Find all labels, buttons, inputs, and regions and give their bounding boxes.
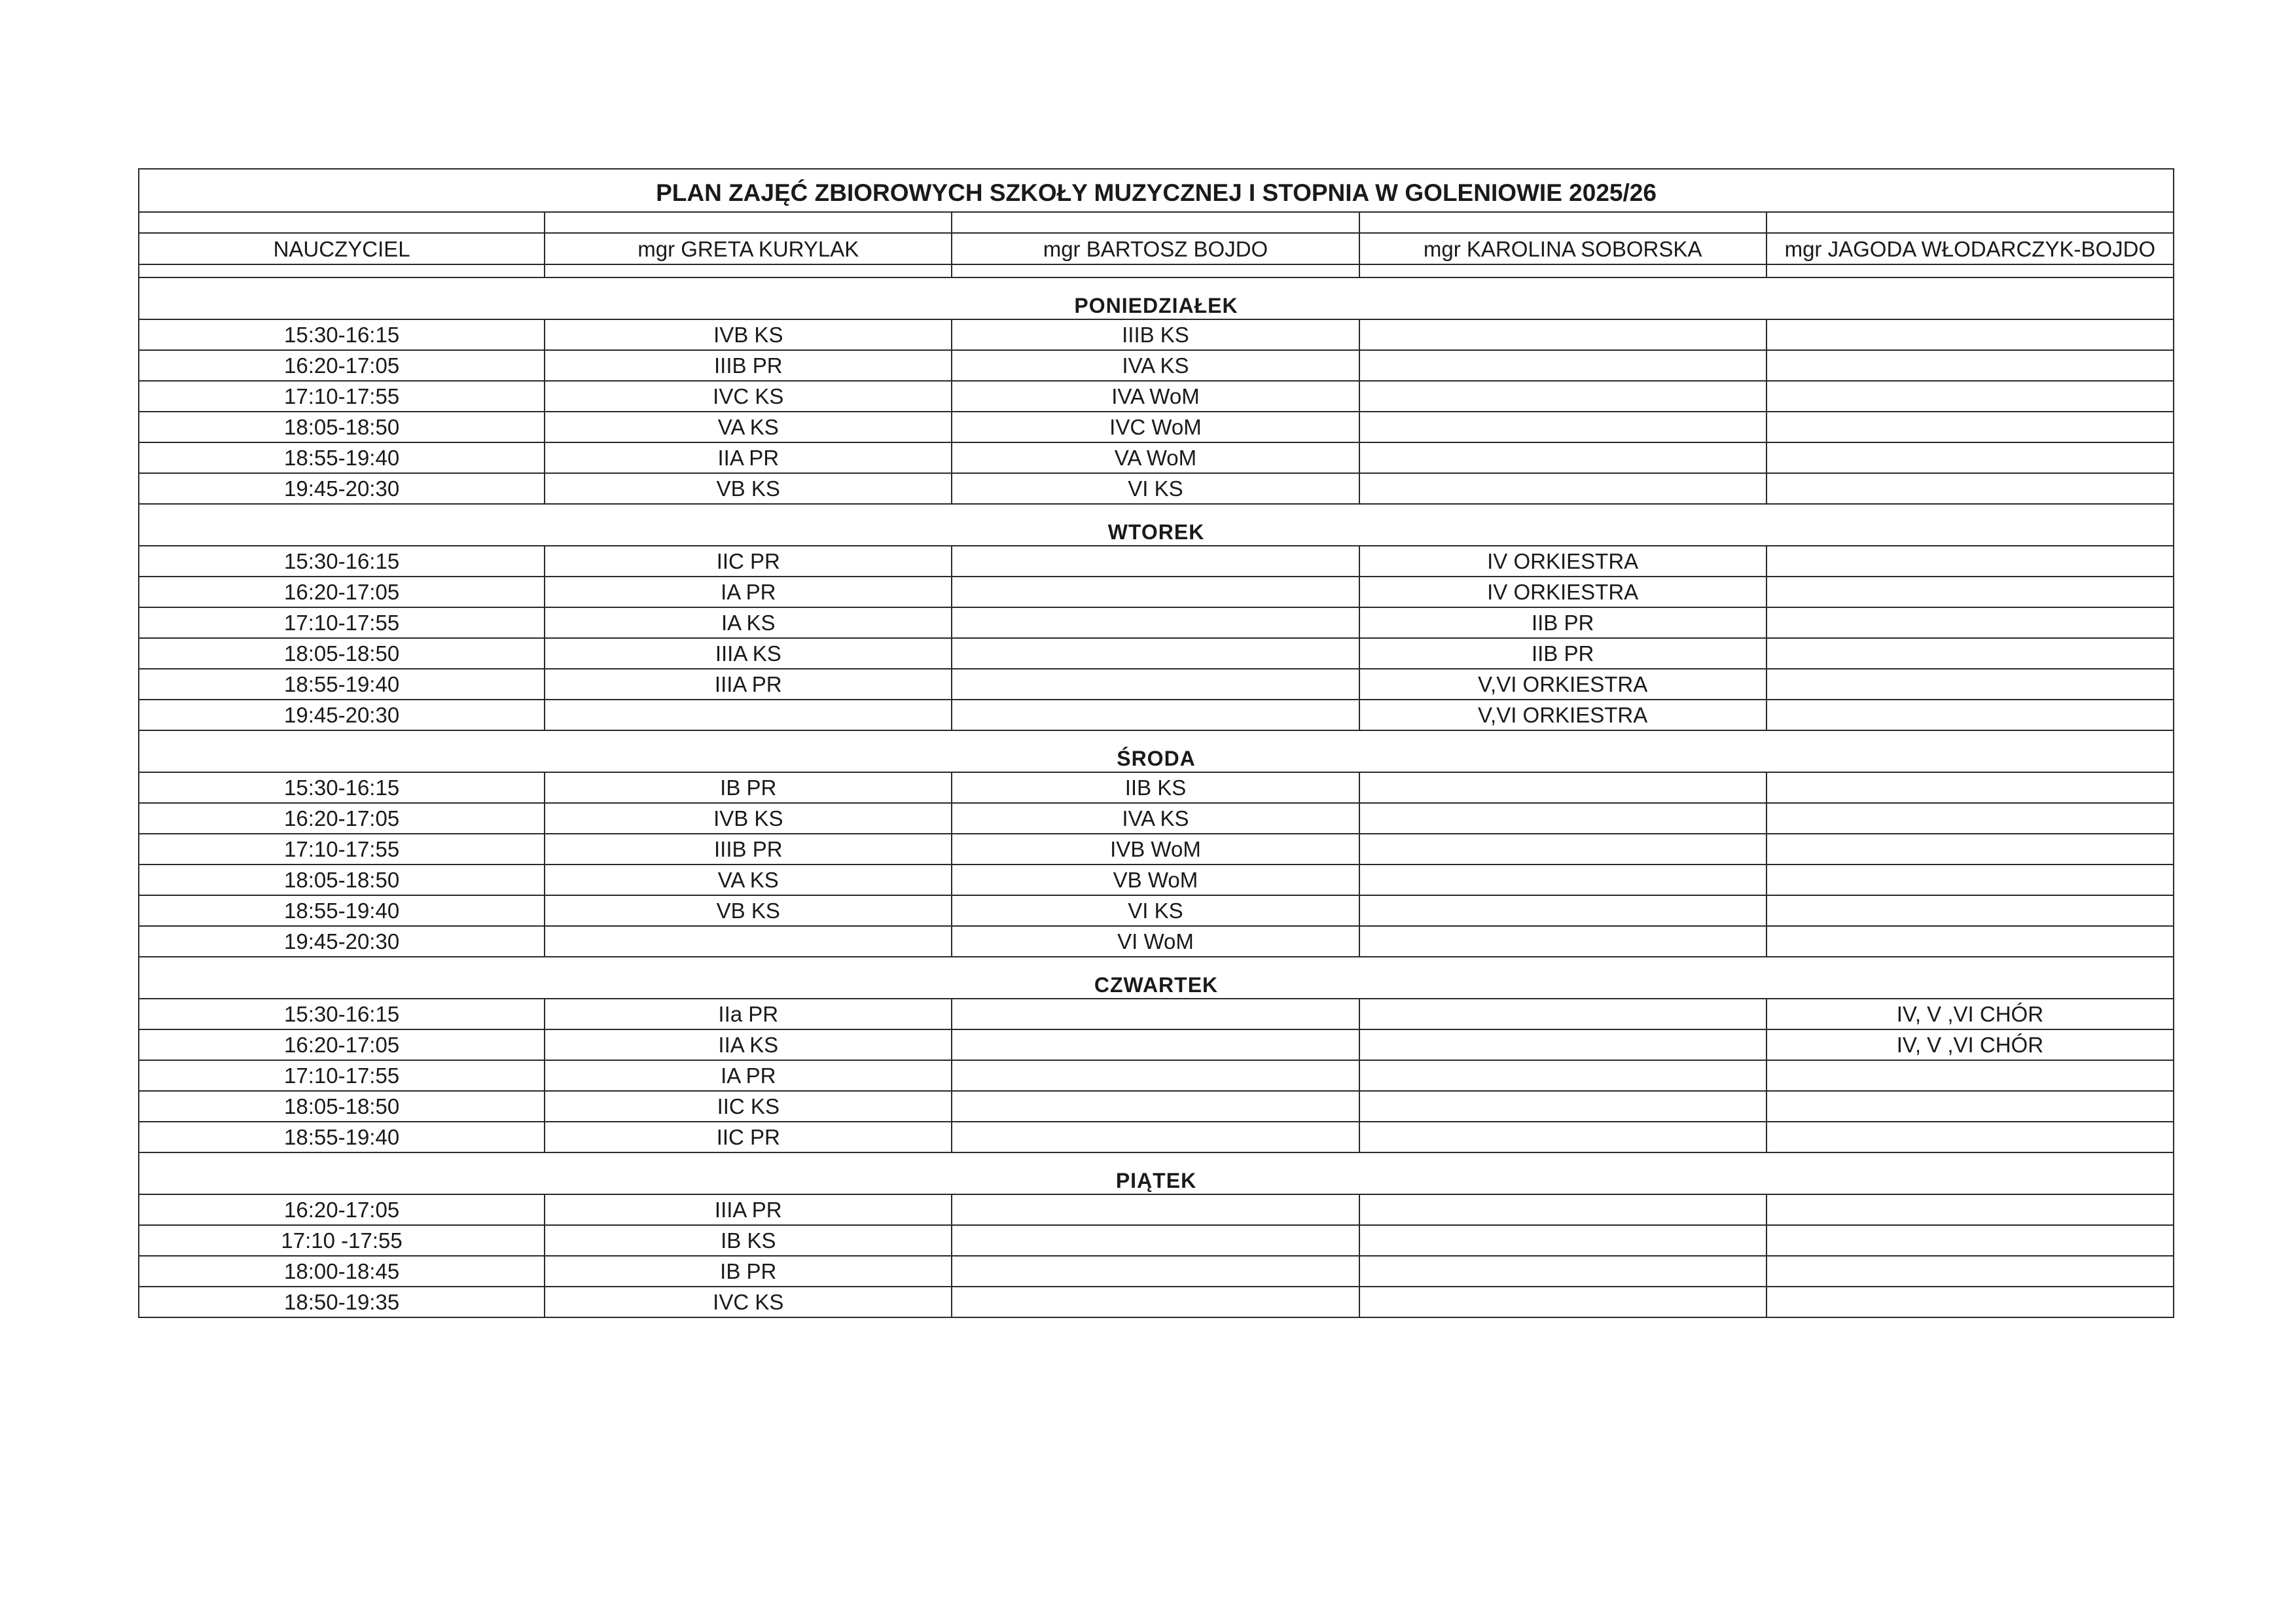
class-cell	[1767, 638, 2174, 669]
time-slot-row	[139, 1225, 2174, 1256]
class-cell: IIa PR	[545, 999, 952, 1029]
class-cell: IVB WoM	[952, 834, 1359, 865]
empty-cell	[952, 264, 1359, 277]
time-slot: 18:05-18:50	[139, 412, 545, 442]
empty-cell	[952, 212, 1359, 233]
class-cell	[1767, 1225, 2174, 1256]
class-cell	[952, 669, 1359, 700]
class-cell	[1359, 473, 1767, 504]
title-row	[139, 169, 2174, 212]
class-cell: IIA PR	[545, 442, 952, 473]
time-slot: 19:45-20:30	[139, 700, 545, 730]
time-slot-row	[139, 319, 2174, 350]
class-cell	[1767, 577, 2174, 607]
day-name: CZWARTEK	[139, 957, 2174, 999]
class-cell: VA WoM	[952, 442, 1359, 473]
spacer-row	[139, 264, 2174, 277]
day-name: ŚRODA	[139, 730, 2174, 772]
class-cell: IIIB PR	[545, 350, 952, 381]
class-cell	[1359, 803, 1767, 834]
time-slot: 17:10-17:55	[139, 381, 545, 412]
time-slot: 15:30-16:15	[139, 319, 545, 350]
class-cell	[1767, 412, 2174, 442]
class-cell: IV ORKIESTRA	[1359, 577, 1767, 607]
class-cell	[952, 1060, 1359, 1091]
time-slot-row	[139, 607, 2174, 638]
class-cell	[1767, 473, 2174, 504]
time-slot-row	[139, 895, 2174, 926]
class-cell	[1767, 1091, 2174, 1122]
class-cell	[545, 700, 952, 730]
time-slot-row	[139, 442, 2174, 473]
page-title: PLAN ZAJĘĆ ZBIOROWYCH SZKOŁY MUZYCZNEJ I STOPNIA W GOLENIOWIE 2025/26	[139, 169, 2174, 212]
class-cell: IIB PR	[1359, 638, 1767, 669]
class-cell: IVB KS	[545, 803, 952, 834]
class-cell: IVB KS	[545, 319, 952, 350]
class-cell: IB PR	[545, 1256, 952, 1287]
schedule-table	[138, 168, 2174, 1318]
class-cell	[1767, 350, 2174, 381]
day-name: PIĄTEK	[139, 1152, 2174, 1194]
class-cell	[545, 926, 952, 957]
class-cell	[1767, 1256, 2174, 1287]
class-cell: IVA KS	[952, 803, 1359, 834]
class-cell	[1767, 546, 2174, 577]
class-cell: IA PR	[545, 1060, 952, 1091]
class-cell: IIC KS	[545, 1091, 952, 1122]
time-slot-row	[139, 381, 2174, 412]
time-slot-row	[139, 999, 2174, 1029]
class-cell	[952, 999, 1359, 1029]
class-cell: IV ORKIESTRA	[1359, 546, 1767, 577]
teacher-name: mgr KAROLINA SOBORSKA	[1359, 233, 1767, 264]
class-cell	[952, 638, 1359, 669]
class-cell	[952, 1287, 1359, 1317]
class-cell: IIIA KS	[545, 638, 952, 669]
class-cell	[1359, 1029, 1767, 1060]
time-slot: 18:55-19:40	[139, 669, 545, 700]
time-slot-row	[139, 1287, 2174, 1317]
class-cell	[1359, 1122, 1767, 1152]
time-slot: 16:20-17:05	[139, 350, 545, 381]
class-cell	[1767, 865, 2174, 895]
class-cell	[1359, 834, 1767, 865]
time-slot: 15:30-16:15	[139, 772, 545, 803]
class-cell: IIIB PR	[545, 834, 952, 865]
time-slot: 16:20-17:05	[139, 577, 545, 607]
class-cell	[1359, 319, 1767, 350]
class-cell: IVA KS	[952, 350, 1359, 381]
class-cell: IIIB KS	[952, 319, 1359, 350]
time-slot-row	[139, 1194, 2174, 1225]
class-cell: VB WoM	[952, 865, 1359, 895]
empty-cell	[139, 264, 545, 277]
class-cell: IIC PR	[545, 546, 952, 577]
class-cell	[1359, 926, 1767, 957]
class-cell: IVC KS	[545, 381, 952, 412]
class-cell	[1767, 669, 2174, 700]
class-cell	[1767, 1287, 2174, 1317]
class-cell: VA KS	[545, 865, 952, 895]
class-cell: VI KS	[952, 895, 1359, 926]
time-slot-row	[139, 1029, 2174, 1060]
time-slot-row	[139, 834, 2174, 865]
class-cell	[1359, 865, 1767, 895]
class-cell: IVA WoM	[952, 381, 1359, 412]
time-slot-row	[139, 803, 2174, 834]
spacer-row	[139, 212, 2174, 233]
class-cell: IIIA PR	[545, 669, 952, 700]
class-cell: IIA KS	[545, 1029, 952, 1060]
empty-cell	[1359, 264, 1767, 277]
class-cell	[1359, 412, 1767, 442]
day-header-row	[139, 730, 2174, 772]
class-cell: IV, V ,VI CHÓR	[1767, 1029, 2174, 1060]
time-slot: 17:10-17:55	[139, 607, 545, 638]
time-slot-row	[139, 473, 2174, 504]
class-cell	[1359, 1225, 1767, 1256]
class-cell	[1767, 607, 2174, 638]
class-cell: VI WoM	[952, 926, 1359, 957]
time-slot: 18:05-18:50	[139, 638, 545, 669]
time-slot: 18:55-19:40	[139, 895, 545, 926]
empty-cell	[545, 264, 952, 277]
class-cell	[1767, 772, 2174, 803]
empty-cell	[1767, 212, 2174, 233]
time-slot: 16:20-17:05	[139, 1029, 545, 1060]
class-cell	[1359, 1091, 1767, 1122]
time-slot-row	[139, 638, 2174, 669]
day-name: WTOREK	[139, 504, 2174, 546]
time-slot: 18:55-19:40	[139, 1122, 545, 1152]
time-slot-row	[139, 772, 2174, 803]
class-cell	[1767, 319, 2174, 350]
time-slot: 18:05-18:50	[139, 865, 545, 895]
class-cell: IB PR	[545, 772, 952, 803]
class-cell	[1767, 1122, 2174, 1152]
class-cell	[952, 607, 1359, 638]
time-slot-row	[139, 1256, 2174, 1287]
class-cell	[952, 1225, 1359, 1256]
time-slot: 19:45-20:30	[139, 926, 545, 957]
empty-cell	[1767, 264, 2174, 277]
class-cell	[1767, 926, 2174, 957]
time-slot-row	[139, 926, 2174, 957]
class-cell: IVC WoM	[952, 412, 1359, 442]
class-cell: VB KS	[545, 895, 952, 926]
time-slot: 18:50-19:35	[139, 1287, 545, 1317]
class-cell: IIC PR	[545, 1122, 952, 1152]
class-cell: IIIA PR	[545, 1194, 952, 1225]
time-slot-row	[139, 546, 2174, 577]
class-cell	[952, 1122, 1359, 1152]
time-slot-row	[139, 577, 2174, 607]
time-slot-row	[139, 865, 2174, 895]
class-cell: IVC KS	[545, 1287, 952, 1317]
day-name: PONIEDZIAŁEK	[139, 277, 2174, 319]
day-header-row	[139, 1152, 2174, 1194]
class-cell	[1767, 895, 2174, 926]
class-cell	[952, 1256, 1359, 1287]
class-cell: V,VI ORKIESTRA	[1359, 669, 1767, 700]
class-cell	[952, 577, 1359, 607]
class-cell	[1767, 700, 2174, 730]
class-cell	[1359, 1287, 1767, 1317]
day-header-row	[139, 504, 2174, 546]
class-cell	[1359, 350, 1767, 381]
day-header-row	[139, 277, 2174, 319]
class-cell	[1767, 442, 2174, 473]
time-slot-row	[139, 1122, 2174, 1152]
class-cell	[1767, 381, 2174, 412]
time-slot: 16:20-17:05	[139, 1194, 545, 1225]
time-slot-row	[139, 669, 2174, 700]
class-cell: VI KS	[952, 473, 1359, 504]
time-slot-row	[139, 412, 2174, 442]
class-cell	[1359, 442, 1767, 473]
class-cell: VA KS	[545, 412, 952, 442]
time-slot: 16:20-17:05	[139, 803, 545, 834]
time-slot: 18:00-18:45	[139, 1256, 545, 1287]
class-cell	[1359, 1060, 1767, 1091]
teacher-header-label: NAUCZYCIEL	[139, 233, 545, 264]
class-cell	[1359, 772, 1767, 803]
class-cell	[1359, 999, 1767, 1029]
teacher-name: mgr JAGODA WŁODARCZYK-BOJDO	[1767, 233, 2174, 264]
class-cell	[1767, 803, 2174, 834]
time-slot: 15:30-16:15	[139, 999, 545, 1029]
class-cell	[1359, 895, 1767, 926]
class-cell: V,VI ORKIESTRA	[1359, 700, 1767, 730]
class-cell	[952, 1029, 1359, 1060]
class-cell	[952, 1091, 1359, 1122]
time-slot-row	[139, 700, 2174, 730]
class-cell: IV, V ,VI CHÓR	[1767, 999, 2174, 1029]
teacher-name: mgr BARTOSZ BOJDO	[952, 233, 1359, 264]
empty-cell	[139, 212, 545, 233]
time-slot-row	[139, 1091, 2174, 1122]
class-cell: IIB KS	[952, 772, 1359, 803]
time-slot: 17:10-17:55	[139, 1060, 545, 1091]
class-cell	[1359, 1256, 1767, 1287]
time-slot: 19:45-20:30	[139, 473, 545, 504]
time-slot: 17:10-17:55	[139, 834, 545, 865]
class-cell: IB KS	[545, 1225, 952, 1256]
class-cell	[1767, 1194, 2174, 1225]
time-slot: 17:10 -17:55	[139, 1225, 545, 1256]
time-slot-row	[139, 350, 2174, 381]
time-slot: 18:55-19:40	[139, 442, 545, 473]
class-cell: IA PR	[545, 577, 952, 607]
empty-cell	[545, 212, 952, 233]
class-cell	[1359, 381, 1767, 412]
class-cell: IIB PR	[1359, 607, 1767, 638]
class-cell	[952, 546, 1359, 577]
teacher-header-row	[139, 233, 2174, 264]
teacher-name: mgr GRETA KURYLAK	[545, 233, 952, 264]
empty-cell	[1359, 212, 1767, 233]
class-cell	[952, 1194, 1359, 1225]
class-cell	[1767, 1060, 2174, 1091]
day-header-row	[139, 957, 2174, 999]
time-slot: 15:30-16:15	[139, 546, 545, 577]
time-slot: 18:05-18:50	[139, 1091, 545, 1122]
class-cell: IA KS	[545, 607, 952, 638]
time-slot-row	[139, 1060, 2174, 1091]
class-cell	[1359, 1194, 1767, 1225]
class-cell	[952, 700, 1359, 730]
class-cell	[1767, 834, 2174, 865]
class-cell: VB KS	[545, 473, 952, 504]
